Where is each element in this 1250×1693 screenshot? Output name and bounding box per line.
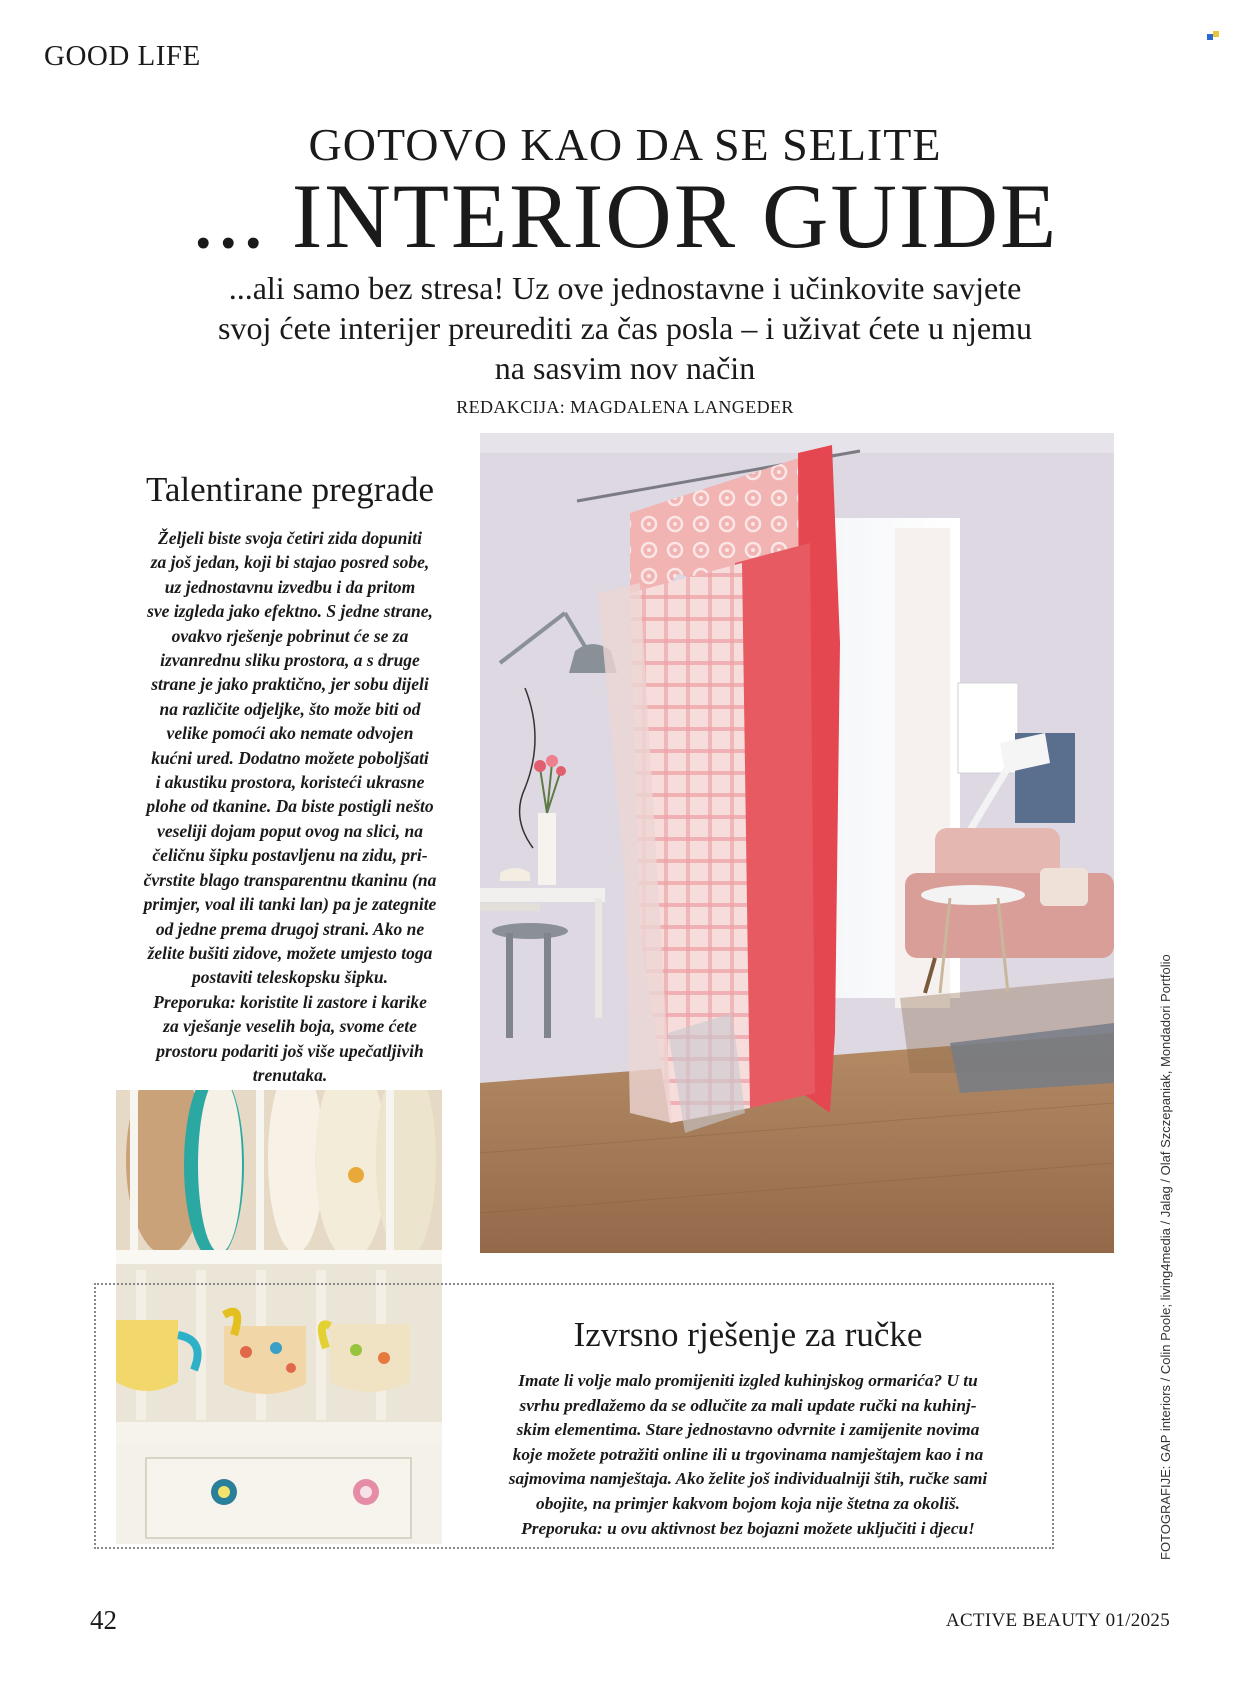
- body-line: primjer, voal ili tanki lan) pa je zategnite: [143, 894, 437, 915]
- photo-credit-text: FOTOGRAFIJE: GAP interiors / Colin Poole; living4media / Jalag / Olaf Szczepaniak, Mondadori Portfolio: [1158, 954, 1173, 1560]
- body-line: od jedne prema drugoj strani. Ako ne: [155, 918, 425, 939]
- body-line: Željeli biste svoja četiri zida dopuniti: [158, 528, 422, 548]
- body-line: skim elementima. Stare jednostavno odvrnite i zamijenite novima: [516, 1420, 980, 1440]
- body-line: veseliji dojam poput ovog na slici, na: [157, 820, 423, 841]
- tip-line: trenutaka.: [252, 1064, 328, 1085]
- body-line: čeličnu šipku postavljenu na zidu, pri-: [152, 845, 428, 866]
- tip-text: : u ovu aktivnost bez bojazni možete uključiti i djecu!: [597, 1518, 975, 1538]
- body-line: ovakvo rješenje pobrinut će se za: [171, 625, 409, 646]
- body-line: čvrstite blago transparentnu tkaninu (na: [143, 869, 437, 890]
- deck-line: na sasvim nov način: [494, 350, 756, 386]
- photo-curtain-room: [480, 433, 1114, 1253]
- body-line: Imate li volje malo promijeniti izgled kuhinjskog ormarića? U tu: [518, 1371, 978, 1390]
- print-registration-icon: [1207, 30, 1219, 42]
- kicker: GOTOVO KAO DA SE SELITE: [308, 119, 942, 170]
- section-label: GOOD LIFE: [44, 40, 201, 72]
- body-line: izvanrednu sliku prostora, a s druge: [160, 650, 420, 671]
- section-handles: [458, 1315, 1038, 1541]
- body-line: strane je jako praktično, jer sobu dijeli: [151, 674, 429, 695]
- body-line: postaviti teleskopsku šipku.: [192, 967, 388, 988]
- tip-label: Preporuka: [153, 991, 230, 1012]
- section-partitions: [108, 470, 472, 1087]
- body-line: koje možete potražiti online ili u trgovinama namještajem kao i na: [512, 1444, 984, 1464]
- section-title: Izvrsno rješenje za ručke: [573, 1315, 923, 1354]
- deck-line: ...ali samo bez stresa! Uz ove jednostavne i učinkovite savjete: [228, 270, 1022, 306]
- section-handles-box: [94, 1283, 1054, 1549]
- deck: [100, 268, 1150, 388]
- body-line: na različite odjeljke, što može biti od: [159, 698, 421, 719]
- section-title: Talentirane pregrade: [145, 470, 435, 509]
- tip-line: prostoru podariti još više upečatljivih: [156, 1040, 424, 1061]
- headline: ... INTERIOR GUIDE: [191, 165, 1059, 267]
- body-line: obojite, na primjer kakvom bojom koja nije štetna za okoliš.: [536, 1493, 960, 1513]
- tip-label: Preporuka: [521, 1518, 598, 1538]
- body-line: kućni ured. Dodatno možete poboljšati: [151, 747, 429, 768]
- body-line: plohe od tkanine. Da biste postigli nešto: [146, 796, 434, 817]
- body-line: za još jedan, koji bi stajao posred sobe,: [150, 552, 430, 573]
- tip-line: [108, 990, 472, 1014]
- body-line: sve izgleda jako efektno. S jedne strane,: [147, 601, 433, 622]
- body-line: želite bušiti zidove, možete umjesto toga: [147, 942, 433, 963]
- tip-text: : koristite li zastore i karike: [229, 991, 427, 1012]
- page-number: 42: [90, 1605, 117, 1635]
- issue-label: ACTIVE BEAUTY 01/2025: [945, 1610, 1170, 1631]
- tip-line: za vješanje veselih boja, svome ćete: [163, 1016, 417, 1037]
- deck-line: svoj ćete interijer preurediti za čas posla – i uživat ćete u njemu: [218, 310, 1032, 346]
- body-line: sajmovima namještaja. Ako želite još individualniji štih, ručke sami: [508, 1469, 988, 1489]
- tip-line: [458, 1517, 1038, 1542]
- body-line: i akustiku prostora, koristeći ukrasne: [155, 772, 425, 793]
- body-line: svrhu predlažemo da se odlučite za mali update ručki na kuhinj-: [519, 1395, 977, 1415]
- body-line: uz jednostavnu izvedbu i da pritom: [164, 576, 416, 597]
- section-body: [108, 526, 472, 1087]
- byline: REDAKCIJA: MAGDALENA LANGEDER: [456, 397, 794, 417]
- body-line: velike pomoći ako nemate odvojen: [166, 723, 414, 744]
- section-body: [458, 1369, 1038, 1541]
